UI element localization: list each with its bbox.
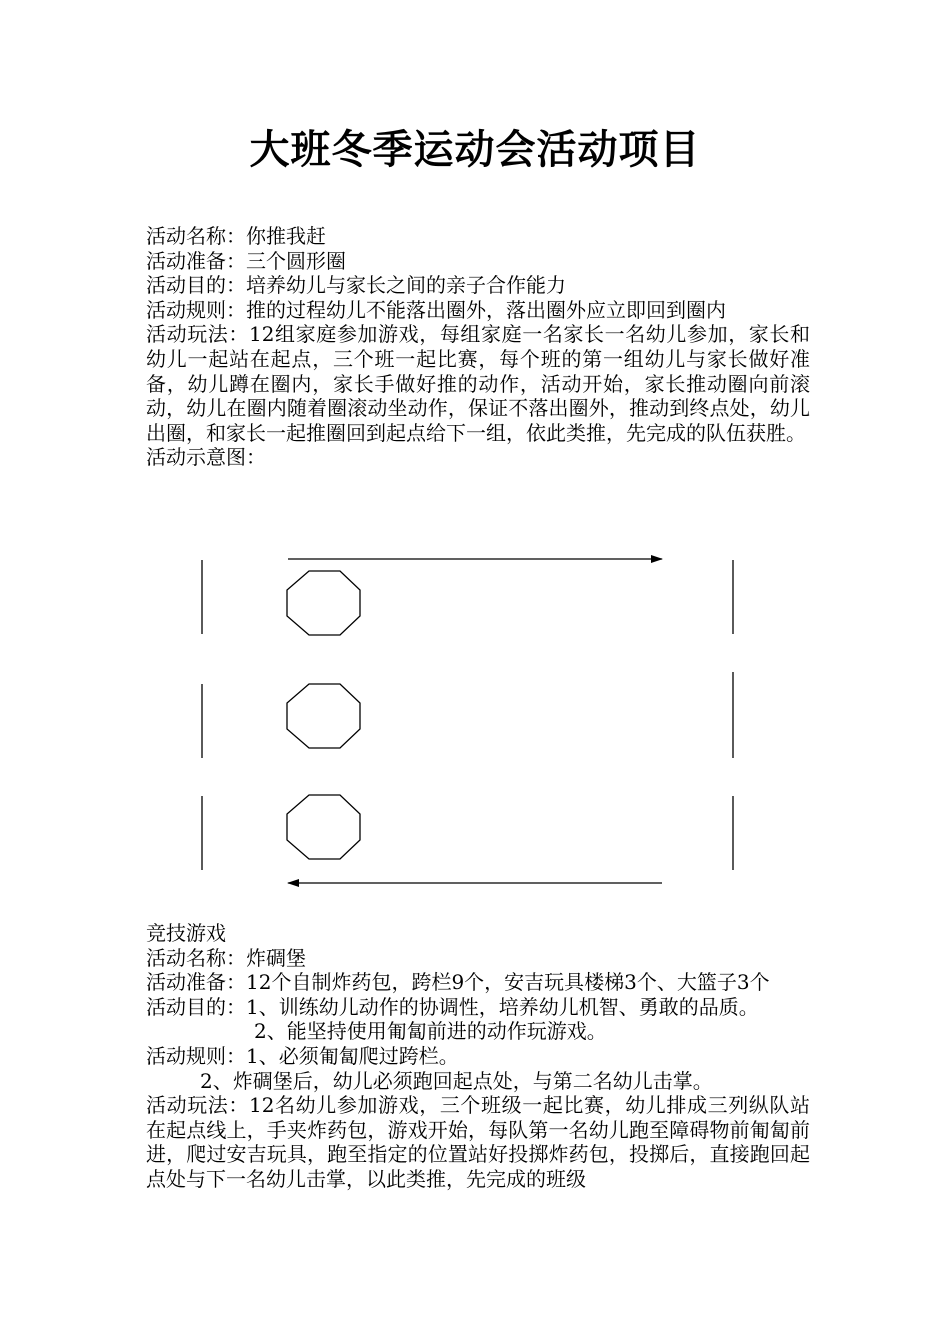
activity-prep: 活动准备：三个圆形圈	[146, 248, 346, 273]
section-heading: 竞技游戏	[146, 921, 226, 945]
activity-name: 活动名称：炸碉堡	[146, 945, 306, 970]
activity-play: 活动玩法：12名幼儿参加游戏，三个班级一起比赛，幼儿排成三列纵队站在起点线上，手夹炸药包，游戏开始，每队第一名幼儿跑至障碍物前匍匐前进，爬过安吉玩具，跑至指定的位置站好投掷炸药包，投掷后，直接跑回起点处与下一名幼儿击掌，以此类推，先完成的班级	[146, 1093, 810, 1191]
diagram-label: 活动示意图：	[146, 445, 266, 470]
activity-play: 活动玩法：12组家庭参加游戏，每组家庭一名家长一名幼儿参加，家长和幼儿一起站在起点，三个班一起比赛，每个班的第一组幼儿与家长做好准备，幼儿蹲在圈内，家长手做好推的动作，活动开始，家长推动圈向前滚动，幼儿在圈内随着圈滚动坐动作，保证不落出圈外，推动到终点处，幼儿出圈，和家长一起推圈回到起点给下一组，依此类推，先完成的队伍获胜。	[146, 322, 810, 445]
activity-prep: 活动准备：12个自制炸药包，跨栏9个，安吉玩具楼梯3个、大篮子3个	[146, 970, 770, 995]
activity-goal-2: 2、能坚持使用匍匐前进的动作玩游戏。	[254, 1019, 607, 1044]
activity-rules-2: 2、炸碉堡后，幼儿必须跑回起点处，与第二名幼儿击掌。	[200, 1068, 713, 1093]
activity-name: 活动名称：你推我赶	[146, 224, 326, 248]
hoop	[287, 571, 360, 635]
hoop	[287, 684, 360, 748]
section-you-push-i-chase	[146, 224, 810, 470]
section-bomb-the-bunker	[146, 921, 810, 1192]
activity-goal: 活动目的：培养幼儿与家长之间的亲子合作能力	[146, 273, 566, 298]
activity-goal: 活动目的：1、训练幼儿动作的协调性，培养幼儿机智、勇敢的品质。	[146, 994, 759, 1019]
page-title: 大班冬季运动会活动项目	[249, 127, 701, 173]
activity-diagram	[180, 540, 780, 900]
activity-rules: 活动规则：1、必须匍匐爬过跨栏。	[146, 1043, 459, 1068]
activity-rules: 活动规则：推的过程幼儿不能落出圈外，落出圈外应立即回到圈内	[146, 297, 726, 322]
hoop	[287, 795, 360, 859]
